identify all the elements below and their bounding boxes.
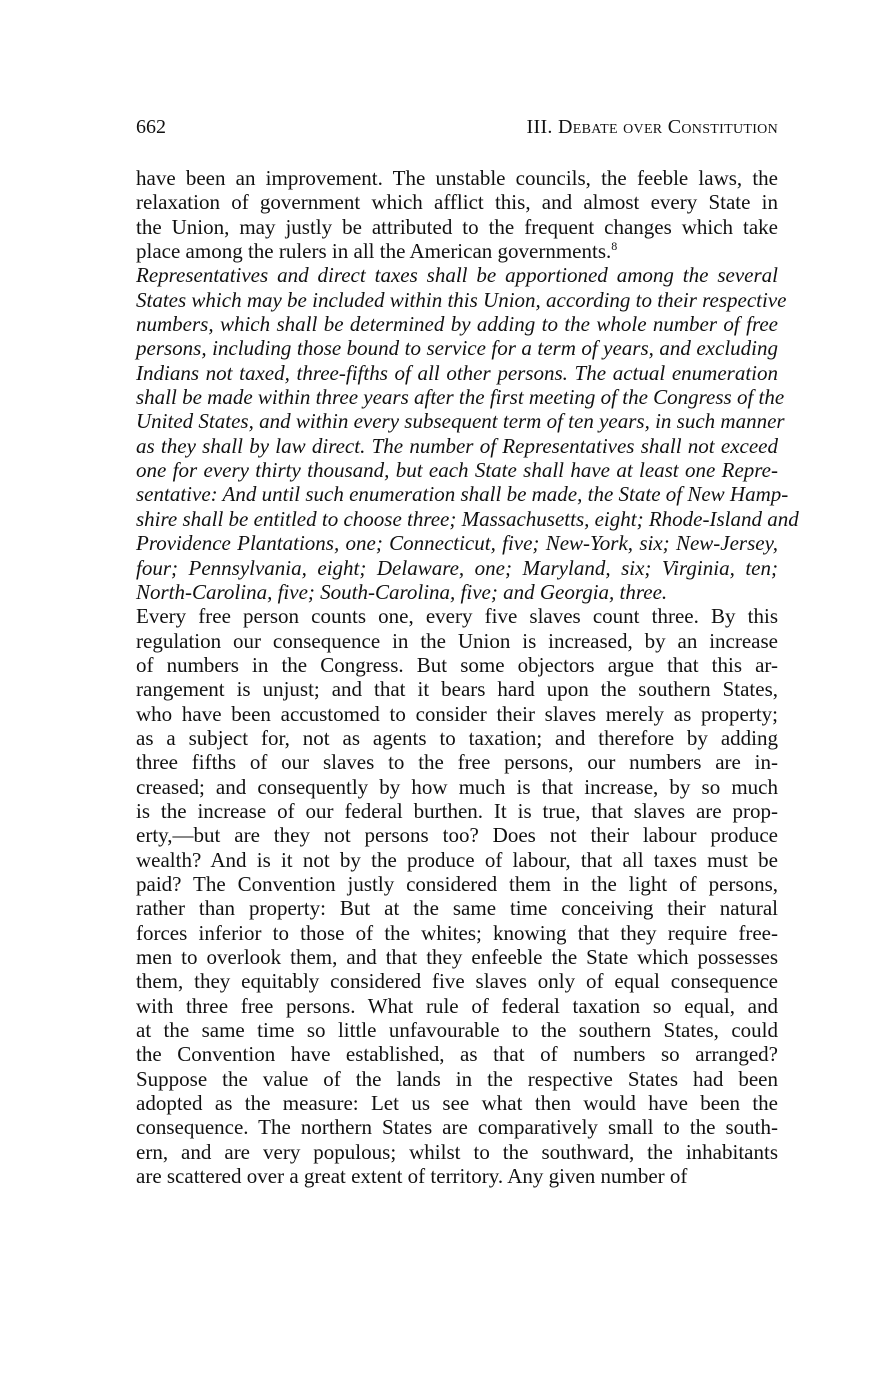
text-line: erty,—but are they not persons too? Does not their labour produce: [136, 823, 778, 848]
text-line: creased; and consequently by how much is that increase, by so much: [136, 774, 778, 799]
text-line: persons, including those bound to service for a term of years, and excluding: [136, 336, 778, 361]
text-line: paid? The Convention justly considered them in the light of persons,: [136, 871, 778, 896]
text-line: three fifths of our slaves to the free persons, our numbers are in-: [136, 750, 778, 775]
text-line: as they shall by law direct. The number of Representatives shall not exceed: [136, 433, 778, 458]
text-line: place among the rulers in all the American governments.$^8$: [136, 239, 618, 264]
text-line: who have been accustomed to consider their slaves merely as property;: [136, 701, 778, 726]
text-line: of numbers in the Congress. But some objectors argue that this ar-: [136, 652, 778, 677]
text-line: consequence. The northern States are comparatively small to the south-: [136, 1115, 778, 1140]
text-line: them, they equitably considered five slaves only of equal consequence: [136, 969, 778, 994]
text-line: rangement is unjust; and that it bears hard upon the southern States,: [136, 677, 778, 702]
text-line: States which may be included within this Union, according to their respective: [136, 287, 787, 312]
footnote-reference: 8: [611, 239, 618, 254]
text-line: are scattered over a great extent of territory. Any given number of: [136, 1164, 688, 1189]
text-line: wealth? And is it not by the produce of labour, that all taxes must be: [136, 847, 778, 872]
text-line: Suppose the value of the lands in the respective States had been: [136, 1066, 778, 1091]
text-line: the Convention have established, as that of numbers so arranged?: [136, 1042, 778, 1067]
text-line: four; Pennsylvania, eight; Delaware, one; Maryland, six; Virginia, ten;: [136, 555, 778, 580]
text-line: regulation our consequence in the Union is increased, by an increase: [136, 628, 778, 653]
text-line: Providence Plantations, one; Connecticut, five; New-York, six; New-Jersey,: [136, 531, 778, 556]
text-line: Indians not taxed, three-fifths of all other persons. The actual enumeration: [136, 360, 778, 385]
text-line: sentative: And until such enumeration shall be made, the State of New Hamp-: [136, 482, 789, 507]
text-line: Representatives and direct taxes shall be apportioned among the several: [136, 263, 778, 288]
paragraph-closing: [136, 166, 778, 263]
page-number: 662: [136, 116, 166, 138]
text-line: is the increase of our federal burthen. It is true, that slaves are prop-: [136, 798, 778, 823]
text-line: rather than property: But at the same time conceiving their natural: [136, 896, 778, 921]
text-line: Every free person counts one, every five slaves count three. By this: [136, 604, 778, 629]
text-line: one for every thirty thousand, but each State shall have at least one Repre-: [136, 458, 778, 483]
section-title: III. Debate over Constitution: [526, 116, 778, 138]
running-head: [136, 116, 778, 144]
text-line: shall be made within three years after the first meeting of the Congress of the: [136, 385, 785, 410]
text-line: relaxation of government which afflict this, and almost every State in: [136, 190, 778, 215]
text-line: at the same time so little unfavourable to the southern States, could: [136, 1018, 778, 1043]
paragraph-commentary: [136, 604, 778, 1188]
text-line: North-Carolina, five; South-Carolina, five; and Georgia, three.: [136, 579, 668, 604]
paragraph-constitution-quote: [136, 263, 799, 604]
text-line: United States, and within every subsequent term of ten years, in such manner: [136, 409, 785, 434]
text-line: as a subject for, not as agents to taxation; and therefore by adding: [136, 725, 778, 750]
text-line: with three free persons. What rule of federal taxation so equal, and: [136, 993, 778, 1018]
text-line: shire shall be entitled to choose three; Massachusetts, eight; Rhode-Island and: [136, 506, 799, 531]
text-line: adopted as the measure: Let us see what then would have been the: [136, 1091, 778, 1116]
text-line: ern, and are very populous; whilst to the southward, the inhabitants: [136, 1139, 778, 1164]
text-line: numbers, which shall be determined by adding to the whole number of free: [136, 312, 778, 337]
text-line: forces inferior to those of the whites; knowing that they require free-: [136, 920, 778, 945]
text-line: men to overlook them, and that they enfeeble the State which possesses: [136, 945, 778, 969]
text-line: have been an improvement. The unstable councils, the feeble laws, the: [136, 166, 778, 190]
text-line: the Union, may justly be attributed to the frequent changes which take: [136, 214, 778, 239]
body-text: [136, 166, 799, 1189]
